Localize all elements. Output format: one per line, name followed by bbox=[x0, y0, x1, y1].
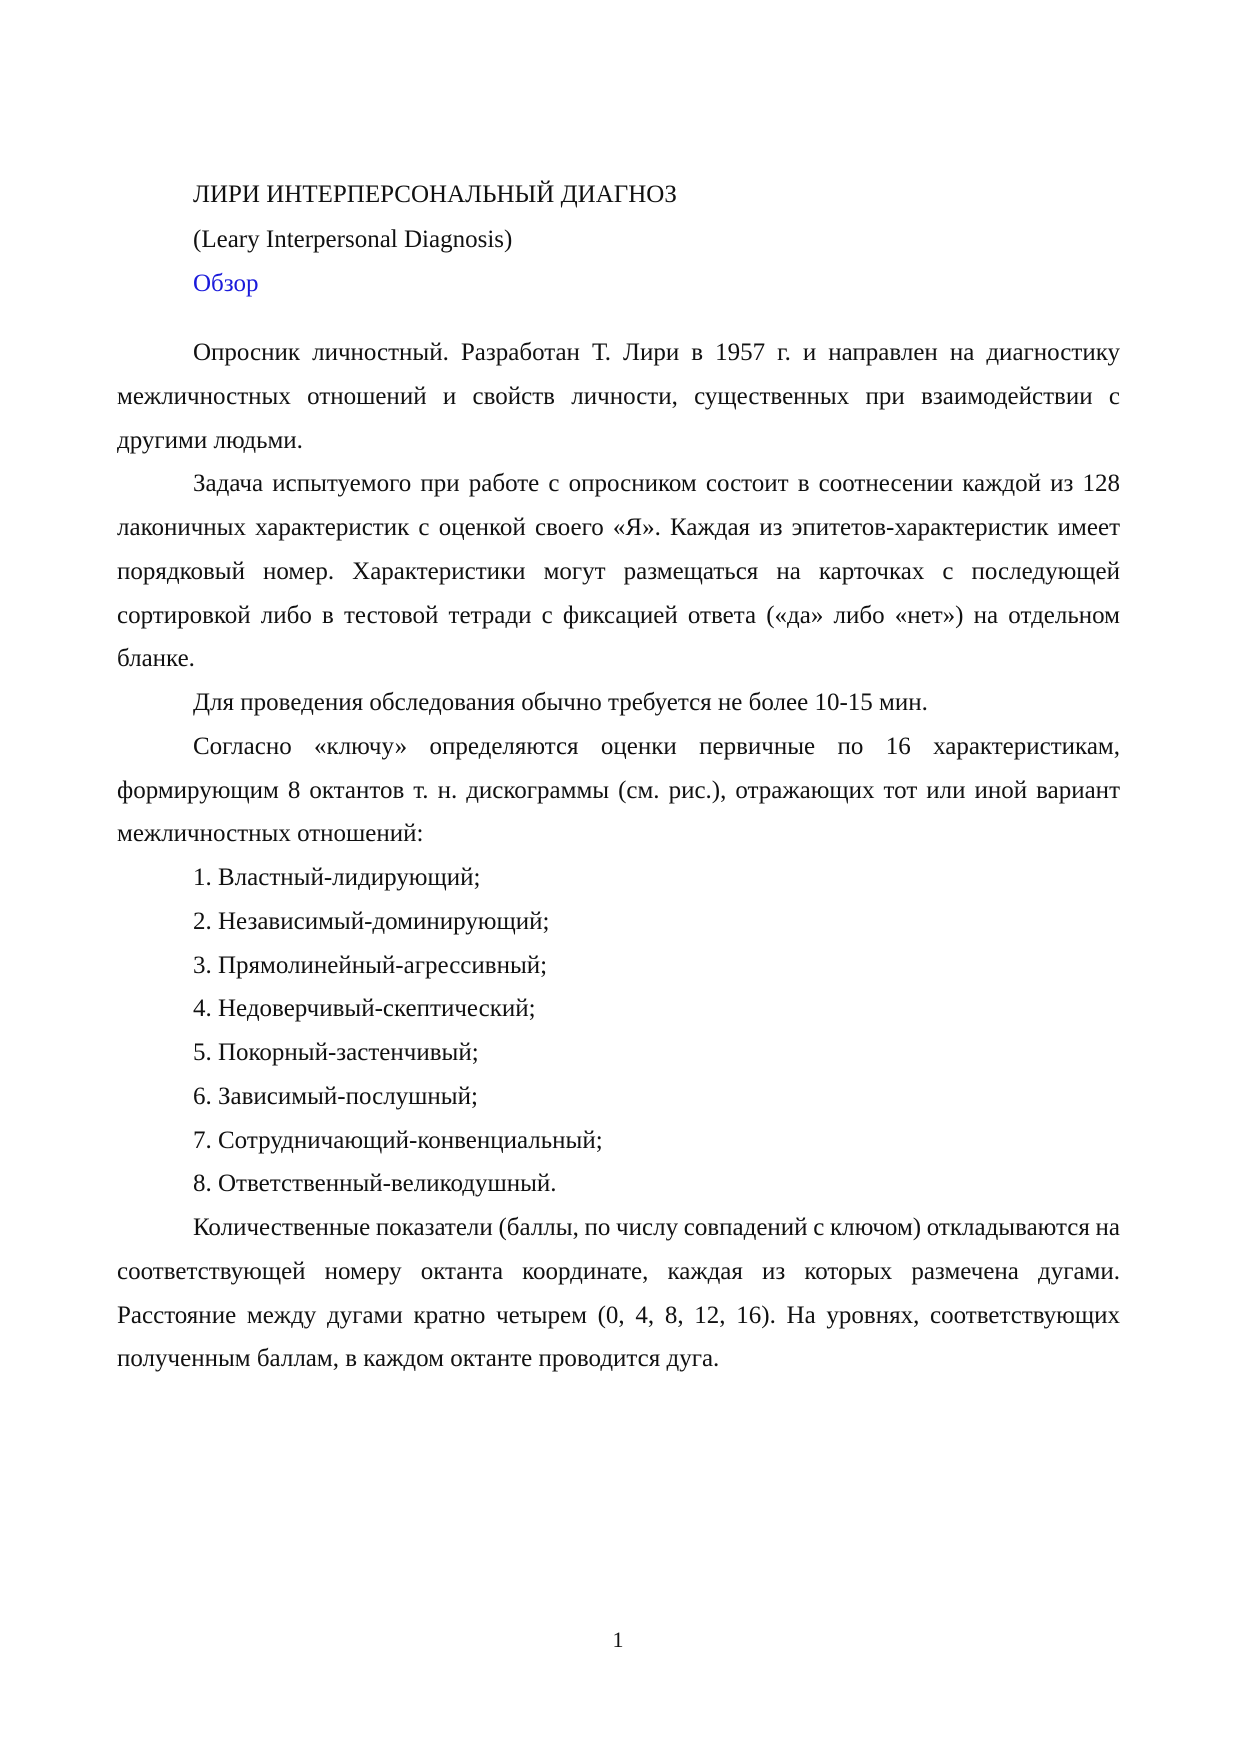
overview-link[interactable]: Обзор bbox=[193, 270, 259, 297]
line-text: лаконичных характеристик с оценкой своего «Я». Каждая из эпитетов-характеристик имеет bbox=[117, 514, 1120, 541]
paragraph-line bbox=[117, 375, 1120, 419]
page-number: 1 bbox=[612, 1627, 624, 1652]
paragraph-line bbox=[193, 1206, 1120, 1250]
document-title: ЛИРИ ИНТЕРПЕРСОНАЛЬНЫЙ ДИАГНОЗ bbox=[193, 181, 677, 208]
line-text: межличностных отношений и свойств личности, существенных при взаимодействии с bbox=[117, 382, 1120, 410]
paragraph-line bbox=[117, 769, 1120, 813]
line-text: сортировкой либо в тестовой тетради с фиксацией ответа («да» либо «нет») на отдельном bbox=[117, 601, 1120, 629]
paragraph-line: другими людьми. bbox=[117, 426, 303, 454]
list-item: 3. Прямолинейный-агрессивный; bbox=[193, 951, 548, 979]
list-item: 1. Властный-лидирующий; bbox=[193, 864, 481, 891]
list-item: 7. Сотрудничающий-конвенциальный; bbox=[193, 1126, 603, 1154]
paragraph-line bbox=[117, 506, 1120, 550]
paragraph-line bbox=[117, 550, 1120, 594]
paragraph-line: межличностных отношений: bbox=[117, 820, 424, 848]
line-text: Согласно «ключу» определяются оценки первичные по 16 характеристикам, bbox=[193, 732, 1120, 760]
list-item: 5. Покорный-застенчивый; bbox=[193, 1039, 479, 1066]
paragraph-line bbox=[193, 331, 1120, 375]
line-text: соответствующей номеру октанта координате, каждая из которых размечена дугами. bbox=[117, 1257, 1120, 1285]
document-subtitle: (Leary Interpersonal Diagnosis) bbox=[193, 226, 513, 253]
list-item: 2. Независимый-доминирующий; bbox=[193, 907, 550, 935]
paragraph-line: полученным баллам, в каждом октанте проводится дуга. bbox=[117, 1345, 720, 1373]
line-text: Количественные показатели (баллы, по числу совпадений с ключом) откладываются на bbox=[193, 1214, 1120, 1241]
line-text: Расстояние между дугами кратно четырем (0, 4, 8, 12, 16). На уровнях, соответствующих bbox=[117, 1301, 1120, 1329]
paragraph-line bbox=[117, 1294, 1120, 1338]
paragraph-line: бланке. bbox=[117, 645, 195, 673]
list-item: 4. Недоверчивый-скептический; bbox=[193, 995, 536, 1023]
paragraph-line: Для проведения обследования обычно требуется не более 10-15 мин. bbox=[193, 689, 928, 716]
list-item: 8. Ответственный-великодушный. bbox=[193, 1170, 557, 1198]
paragraph-line bbox=[117, 594, 1120, 638]
paragraph-line bbox=[193, 725, 1120, 769]
line-text: порядковый номер. Характеристики могут размещаться на карточках с последующей bbox=[117, 557, 1120, 585]
paragraph-line bbox=[193, 462, 1120, 506]
line-text: Опросник личностный. Разработан Т. Лири в 1957 г. и направлен на диагностику bbox=[193, 339, 1120, 366]
paragraph-line bbox=[117, 1250, 1120, 1294]
line-text: Задача испытуемого при работе с опросником состоит в соотнесении каждой из 128 bbox=[193, 470, 1120, 498]
list-item: 6. Зависимый-послушный; bbox=[193, 1082, 478, 1110]
line-text: формирующим 8 октантов т. н. дискограммы (см. рис.), отражающих тот или иной вариант bbox=[117, 776, 1120, 804]
